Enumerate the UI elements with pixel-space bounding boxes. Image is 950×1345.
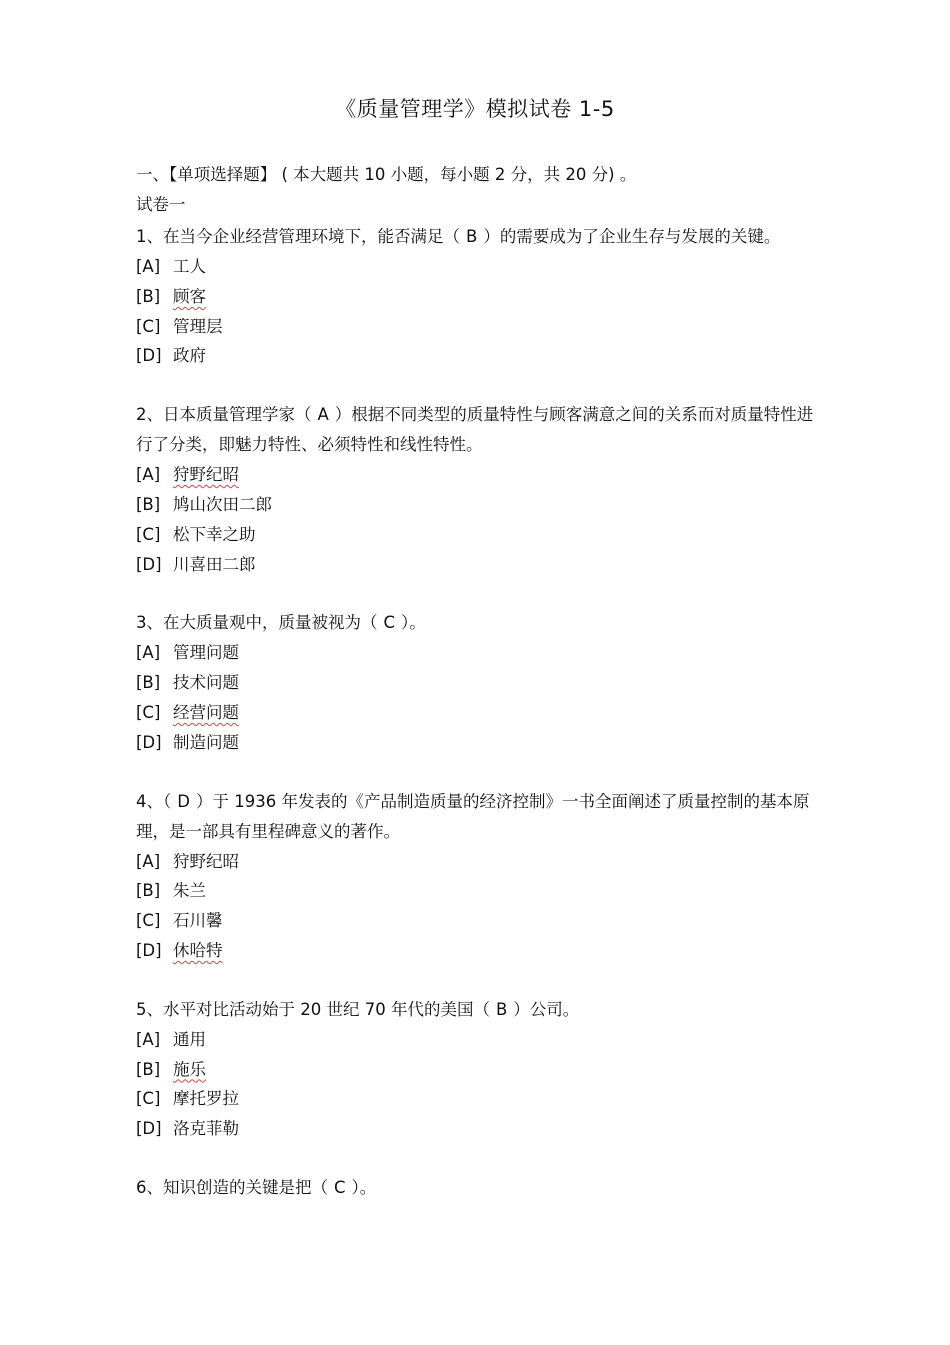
option-c: [C] 松下幸之助 bbox=[136, 524, 256, 544]
answer-letter: B bbox=[495, 999, 508, 1019]
option-a: [A] 工人 bbox=[136, 257, 206, 276]
question-text: 1、在当今企业经营管理环境下，能否满足（ B ）的需要成为了企业生存与发展的关键。 bbox=[136, 227, 781, 246]
question-2 bbox=[136, 400, 816, 579]
option-a: [A] 狩野纪昭 bbox=[136, 851, 239, 871]
option-c: [C] 摩托罗拉 bbox=[136, 1089, 239, 1109]
option-c: [C] 管理层 bbox=[136, 316, 223, 336]
option-d: [D] 政府 bbox=[136, 346, 206, 366]
question-text: 5、水平对比活动始于 20 世纪 70 年代的美国（ B ）公司。 bbox=[136, 999, 580, 1019]
answer-letter: C bbox=[334, 1177, 346, 1197]
option-d: [D] 川喜田二郎 bbox=[136, 554, 256, 574]
option-b: [B] 技术问题 bbox=[136, 673, 239, 693]
question-5 bbox=[136, 995, 816, 1144]
question-3 bbox=[136, 608, 816, 757]
option-a: [A] 狩野纪昭 bbox=[136, 465, 239, 485]
answer-letter: A bbox=[317, 405, 329, 425]
question-4 bbox=[136, 787, 816, 966]
question-text: 4、（ D ）于 1936 年发表的《产品制造质量的经济控制》一书全面阐述了质量控制的基本原理，是一部具有里程碑意义的著作。 bbox=[136, 791, 810, 841]
option-b: [B] 施乐 bbox=[136, 1059, 206, 1079]
option-d: [D] 制造问题 bbox=[136, 732, 239, 752]
question-1 bbox=[136, 222, 816, 371]
option-a: [A] 通用 bbox=[136, 1029, 206, 1049]
answer-letter: D bbox=[177, 791, 190, 811]
answer-letter: C bbox=[383, 613, 396, 633]
option-c: [C] 石川馨 bbox=[136, 911, 223, 931]
option-b: [B] 朱兰 bbox=[136, 881, 206, 901]
question-text: 2、日本质量管理学家（ A ）根据不同类型的质量特性与顾客满意之间的关系而对质量特性进行了分类，即魅力特性、必须特性和线性特性。 bbox=[136, 405, 814, 455]
page-title: 《质量管理学》模拟试卷 1-5 bbox=[335, 97, 615, 121]
option-b: [B] 鸠山次田二郎 bbox=[136, 494, 272, 514]
option-d: [D] 休哈特 bbox=[136, 940, 223, 960]
question-text: 6、知识创造的关键是把（ C ）。 bbox=[136, 1177, 377, 1197]
answer-letter: B bbox=[466, 227, 478, 246]
option-c: [C] 经营问题 bbox=[136, 702, 239, 722]
option-a: [A] 管理问题 bbox=[136, 643, 239, 663]
question-list bbox=[136, 222, 816, 1232]
question-text: 3、在大质量观中，质量被视为（ C ）。 bbox=[136, 613, 426, 633]
option-b: [B] 顾客 bbox=[136, 286, 206, 306]
option-d: [D] 洛克菲勒 bbox=[136, 1119, 239, 1139]
paper-label: 试卷一 bbox=[136, 195, 186, 214]
section-heading: 一、【单项选择题】 ( 本大题共 10 小题，每小题 2 分，共 20 分) 。 bbox=[136, 165, 637, 184]
question-6 bbox=[136, 1173, 816, 1203]
